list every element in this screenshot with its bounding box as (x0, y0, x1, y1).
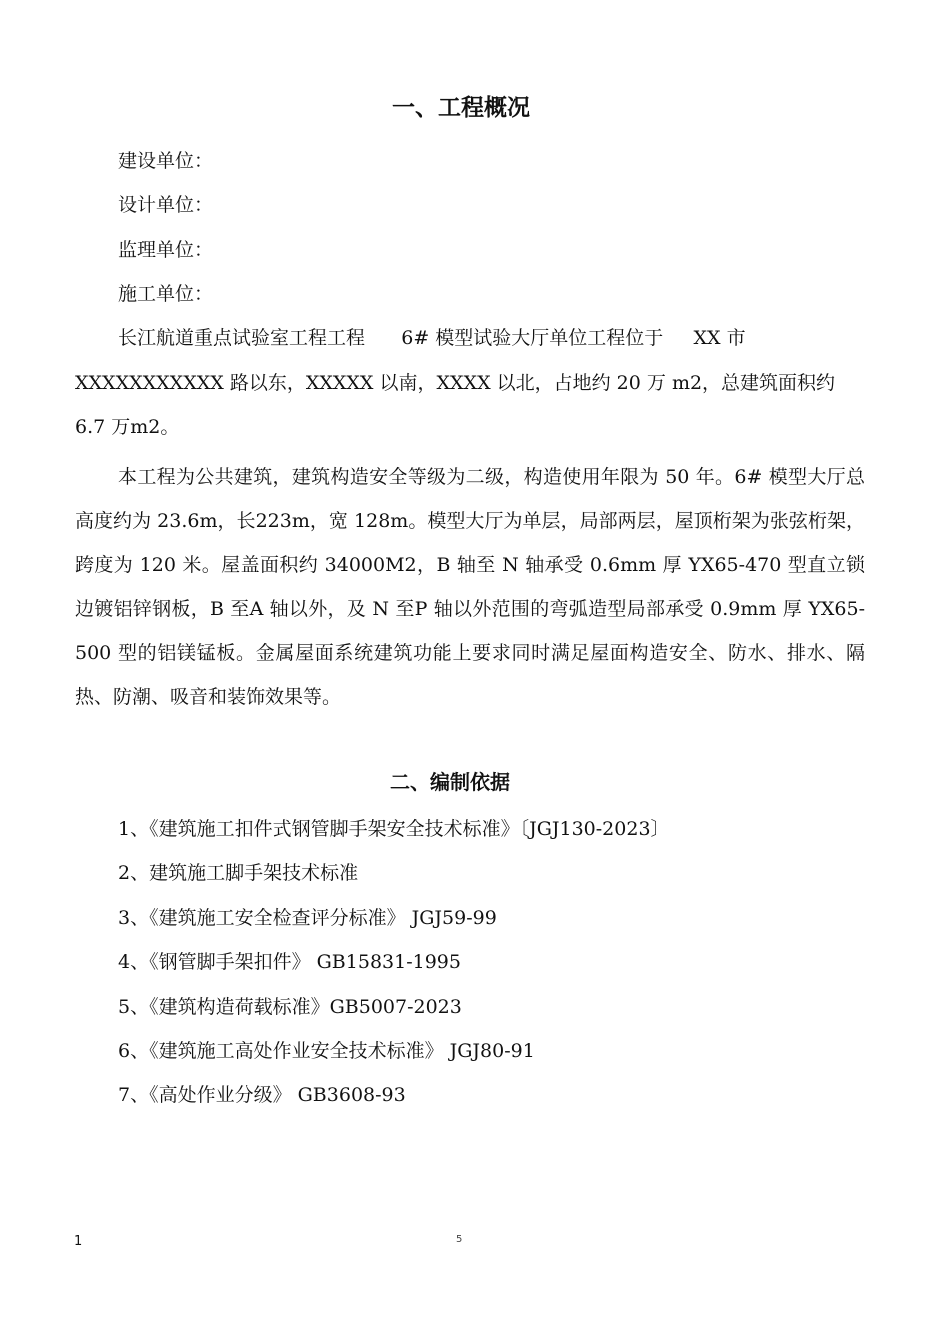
field-construction-unit: 建设单位： (118, 150, 214, 172)
basis-item-5: 5、《建筑构造荷载标准》GB5007-2023 (118, 996, 462, 1018)
basis-item-1: 1、《建筑施工扣件式钢管脚手架安全技术标准》〔JGJ130-2023〕 (118, 818, 670, 840)
basis-item-6: 6、《建筑施工高处作业安全技术标准》 JGJ80-91 (118, 1040, 535, 1062)
field-design-unit: 设计单位： (118, 194, 214, 216)
basis-item-7: 7、《高处作业分级》 GB3608-93 (118, 1084, 406, 1106)
section-title-overview: 一、工程概况 (392, 95, 530, 121)
project-location-line-2: XXXXXXXXXXX 路以东，XXXXX 以南，XXXX 以北，占地约 20 万 m2，总建筑面积约 (75, 372, 836, 394)
section-title-basis: 二、编制依据 (390, 770, 510, 794)
page-number-center: 5 (456, 1234, 463, 1245)
basis-item-4: 4、《钢管脚手架扣件》 GB15831-1995 (118, 951, 461, 973)
field-supervision-unit: 监理单位： (118, 239, 214, 261)
project-location-line-1: 长江航道重点试验室工程工程 6# 模型试验大厅单位工程位于 XX 市 (118, 327, 746, 349)
basis-item-2: 2、建筑施工脚手架技术标准 (118, 862, 359, 884)
basis-item-3: 3、《建筑施工安全检查评分标准》 JGJ59-99 (118, 907, 497, 929)
field-contractor-unit: 施工单位： (118, 283, 214, 305)
project-location-line-3: 6.7 万m2。 (75, 416, 180, 438)
page-number-left: 1 (74, 1234, 83, 1249)
project-description-paragraph: 本工程为公共建筑，建筑构造安全等级为二级，构造使用年限为 50 年。6# 模型大厅总高度约为 23.6m，长223m，宽 128m。模型大厅为单层，局部两层，屋顶桁架为张弦桁架，跨度为 120 米。屋盖面积约 34000M2，B 轴至 N 轴承受 0.6mm 厚 YX65-470 型直立锁边镀铝锌钢板，B 至A 轴以外，及 N 至P 轴以外范围的弯弧造型局部承受 0.9mm 厚 YX65-500 型的铝镁锰板。金属屋面系统建筑功能上要求同时满足屋面构造安全、防水、排水、隔热、防潮、吸音和装饰效果等。 (75, 466, 865, 708)
